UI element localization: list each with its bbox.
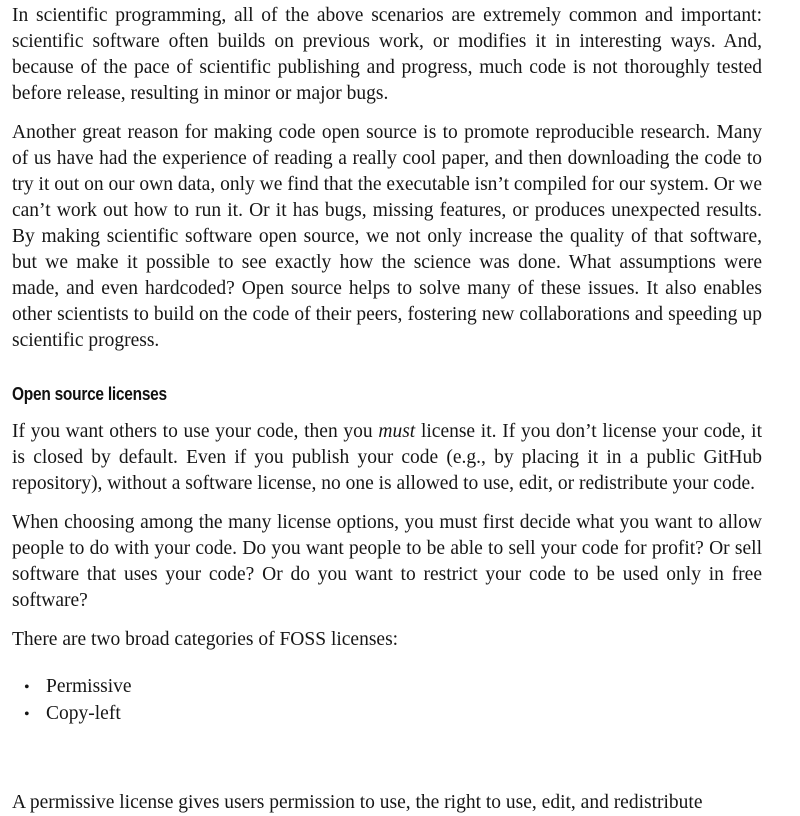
- list-item-label: Copy-left: [46, 703, 121, 724]
- paragraph-reproducible-research: Another great reason for making code open source is to promote reproducible research. Many of us have had the experience of reading a really cool paper, and then downloading the code to try it out on our own data, only we find that the executable isn’t compiled for our system. Or we can’t work out how to run it. Or it has bugs, missing features, or produces unexpected results. By making scientific software open source, we not only increase the quality of that software, but we make it possible to see exactly how the science was done. What assumptions were made, and even hardcoded? Open source helps to solve many of these issues. It also enables other scientists to build on the code of their peers, fostering new collaborations and speeding up scientific progress.: [12, 122, 762, 351]
- paragraph-license-text-before: If you want others to use your code, then you: [12, 421, 379, 442]
- paragraph-license-requirement: [12, 419, 762, 497]
- list-item-copy-left: [12, 701, 762, 728]
- paragraph-license-text-after: license it. If you don’t license your code, it is closed by default. Even if you publish your code (e.g., by placing it in a public GitHub repository), without a software license, no one is allowed to use, edit, or redistribute your code.: [12, 421, 762, 494]
- bullet-icon: •: [24, 679, 30, 696]
- license-category-list: [12, 674, 762, 728]
- list-item-permissive: [12, 674, 762, 701]
- bullet-icon: •: [24, 706, 30, 723]
- paragraph-scientific-programming: In scientific programming, all of the above scenarios are extremely common and important: scientific software often builds on previous work, or modifies it in interesting ways. And, because of the pace of scientific publishing and progress, much code is not thoroughly tested before release, resulting in minor or major bugs.: [12, 5, 762, 104]
- section-heading: Open source licenses: [12, 384, 167, 404]
- cut-off-text-line: A permissive license gives users permission to use, the right to use, edit, and redistribute: [12, 792, 703, 813]
- paragraph-license-categories: There are two broad categories of FOSS licenses:: [12, 629, 399, 650]
- emphasis-must: must: [378, 421, 416, 442]
- paragraph-license-choice: When choosing among the many license options, you must first decide what you want to allow people to do with your code. Do you want people to be able to sell your code for profit? Or sell software that uses your code? Or do you want to restrict your code to be used only in free software?: [12, 512, 762, 611]
- document-page: [12, 0, 762, 728]
- list-item-label: Permissive: [46, 676, 132, 697]
